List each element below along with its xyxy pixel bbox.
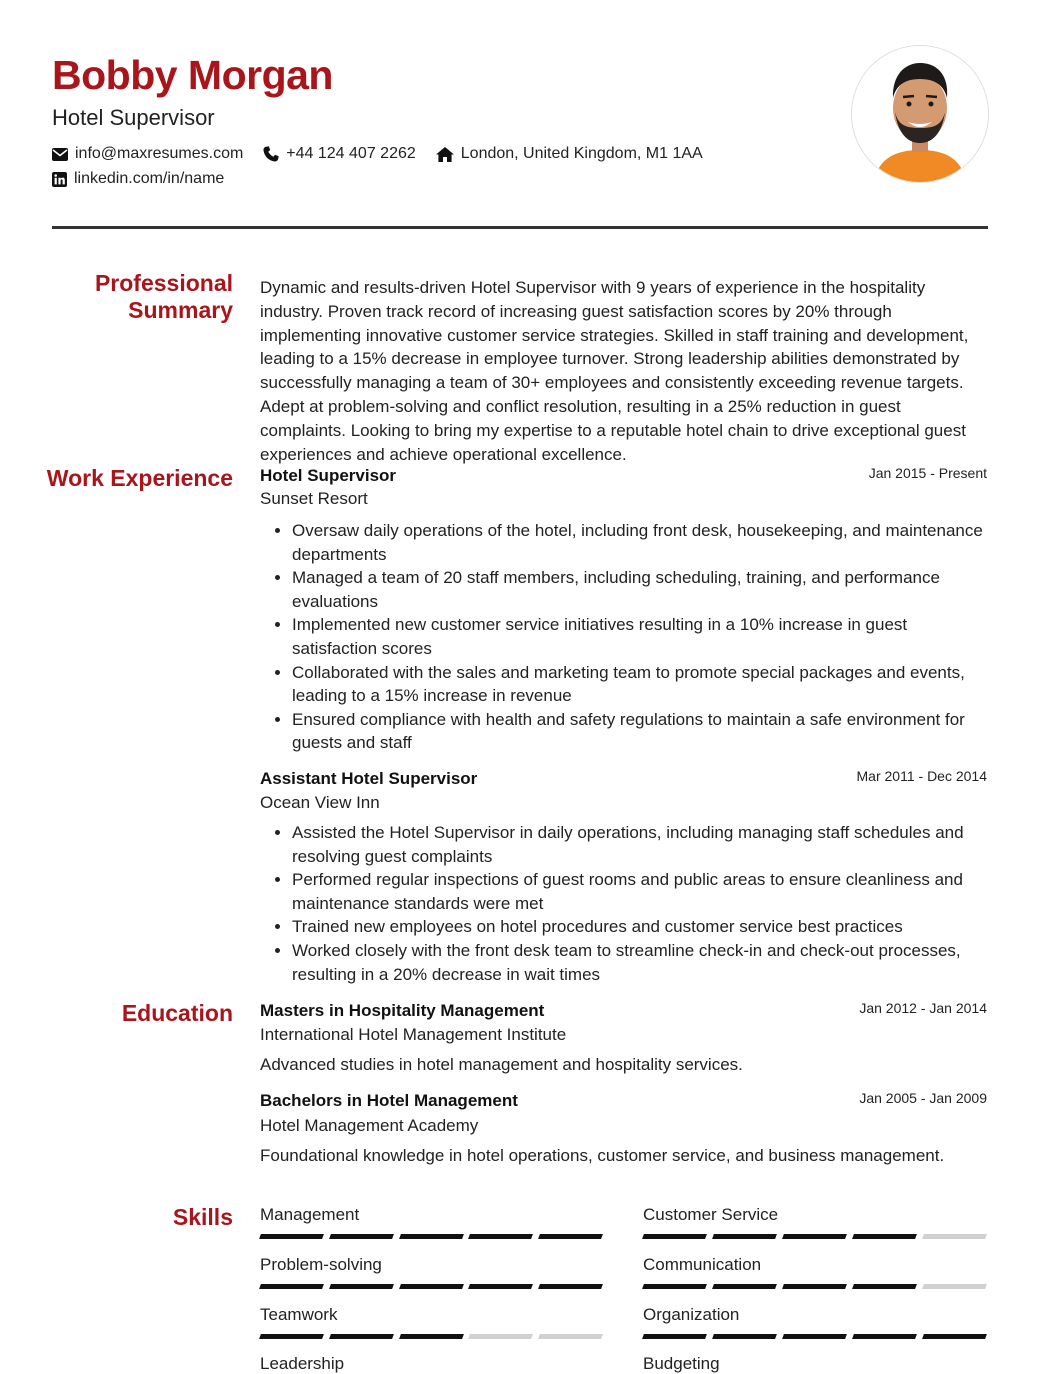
- skill-level-segment: [782, 1334, 847, 1339]
- location-text: London, United Kingdom, M1 1AA: [460, 145, 703, 162]
- skill-level-bar: [260, 1284, 602, 1289]
- job-bullet: • Assisted the Hotel Supervisor in daily operations, including managing staff schedules and resolving guest complaints: [292, 821, 988, 868]
- candidate-name: Bobby Morgan: [52, 52, 333, 98]
- degree-title: Masters in Hospitality Management: [260, 1001, 545, 1020]
- job-bullet: • Collaborated with the sales and marketing team to promote special packages and events, leading to a 15% increase in revenue: [292, 661, 988, 708]
- skill-level-segment: [538, 1284, 603, 1289]
- contact-phone[interactable]: [263, 145, 415, 163]
- linkedin-text: linkedin.com/in/name: [74, 170, 225, 187]
- skill-level-segment: [399, 1334, 464, 1339]
- skill-level-segment: [329, 1234, 394, 1239]
- skill-level-segment: [538, 1334, 603, 1339]
- skill-level-segment: [852, 1334, 917, 1339]
- skill-level-segment: [922, 1284, 987, 1289]
- skill-level-segment: [852, 1234, 917, 1239]
- skill-level-segment: [259, 1234, 324, 1239]
- skill-level-segment: [642, 1334, 707, 1339]
- phone-icon: [263, 146, 279, 162]
- job-bullets: [260, 821, 988, 986]
- skill-name: Budgeting: [643, 1354, 720, 1373]
- skill-name: Leadership: [260, 1354, 345, 1373]
- contact-row: [52, 145, 723, 163]
- envelope-icon: [52, 148, 68, 161]
- section-title-work: Work Experience: [46, 465, 233, 491]
- job-title: Hotel Supervisor: [260, 466, 397, 485]
- job-bullet: • Managed a team of 20 staff members, including scheduling, training, and performance evaluations: [292, 566, 988, 613]
- job-dates: Mar 2011 - Dec 2014: [856, 768, 987, 784]
- skill-name: Organization: [643, 1305, 740, 1324]
- contact-row-2: [52, 170, 244, 188]
- skill-level-segment: [468, 1234, 533, 1239]
- home-icon: [436, 147, 454, 162]
- contact-linkedin[interactable]: [52, 170, 224, 188]
- skill-level-segment: [259, 1334, 324, 1339]
- skill-name: Communication: [643, 1255, 762, 1274]
- job-bullet: • Ensured compliance with health and safety regulations to maintain a safe environment for guests and staff: [292, 708, 988, 755]
- job-title: Assistant Hotel Supervisor: [260, 769, 478, 788]
- section-title-summary: Professional Summary: [94, 270, 233, 323]
- skill-level-segment: [468, 1284, 533, 1289]
- skill-level-segment: [922, 1234, 987, 1239]
- phone-text: +44 124 407 2262: [286, 145, 416, 162]
- degree-dates: Jan 2012 - Jan 2014: [859, 1000, 987, 1016]
- job-dates: Jan 2015 - Present: [868, 465, 987, 481]
- skill-level-segment: [468, 1334, 533, 1339]
- section-title-skills: Skills: [172, 1204, 233, 1230]
- job-bullet: • Trained new employees on hotel procedures and customer service best practices: [292, 915, 988, 939]
- job-company: Ocean View Inn: [260, 793, 380, 812]
- skill-level-segment: [399, 1284, 464, 1289]
- job-company: Sunset Resort: [260, 489, 368, 508]
- skill-level-segment: [712, 1284, 777, 1289]
- section-title-education: Education: [121, 1000, 233, 1026]
- job-bullets: [260, 519, 988, 755]
- linkedin-icon: [52, 172, 67, 187]
- skill-level-segment: [329, 1284, 394, 1289]
- email-text: info@maxresumes.com: [75, 145, 244, 162]
- skill-level-bar: [643, 1284, 986, 1289]
- skill-level-segment: [922, 1334, 987, 1339]
- skill-name: Management: [260, 1205, 360, 1224]
- degree-description: Advanced studies in hotel management and hospitality services.: [260, 1055, 743, 1074]
- skill-level-segment: [782, 1234, 847, 1239]
- job-bullet: • Oversaw daily operations of the hotel, including front desk, housekeeping, and maintenance departments: [292, 519, 988, 566]
- skill-level-segment: [642, 1284, 707, 1289]
- skill-level-segment: [712, 1234, 777, 1239]
- header-divider: [52, 226, 988, 229]
- skill-level-segment: [538, 1234, 603, 1239]
- job-bullet: • Implemented new customer service initiatives resulting in a 10% increase in guest satisfaction scores: [292, 613, 988, 660]
- skill-name: Problem-solving: [260, 1255, 382, 1274]
- degree-dates: Jan 2005 - Jan 2009: [859, 1090, 987, 1106]
- skill-level-bar: [260, 1234, 602, 1239]
- summary-text: Dynamic and results-driven Hotel Supervisor with 9 years of experience in the hospitality industry. Proven track record of increasing guest satisfaction scores by 20% through implementing innovative customer service strategies. Skilled in staff training and development, leading to a 15% decrease in employee turnover. Strong leadership abilities demonstrated by successfully managing a team of 30+ employees and consistently exceeding revenue targets. Adept at problem-solving and conflict resolution, resulting in a 25% reduction in guest complaints. Looking to bring my expertise to a reputable hotel chain to drive exceptional guest experiences and achieve operational excellence.: [260, 278, 969, 464]
- skill-level-segment: [642, 1234, 707, 1239]
- skill-level-bar: [643, 1334, 986, 1339]
- skill-level-segment: [782, 1284, 847, 1289]
- skill-level-segment: [712, 1334, 777, 1339]
- profile-photo: [851, 45, 989, 183]
- contact-location: [436, 145, 703, 163]
- contact-email[interactable]: [52, 145, 243, 163]
- skill-level-bar: [643, 1234, 986, 1239]
- skill-level-segment: [259, 1284, 324, 1289]
- skill-level-segment: [399, 1234, 464, 1239]
- candidate-title: Hotel Supervisor: [52, 105, 215, 130]
- skill-level-bar: [260, 1334, 602, 1339]
- job-bullet: • Performed regular inspections of guest rooms and public areas to ensure cleanliness and maintenance standards were met: [292, 868, 988, 915]
- skill-name: Customer Service: [643, 1205, 779, 1224]
- degree-school: International Hotel Management Institute: [260, 1025, 567, 1044]
- degree-title: Bachelors in Hotel Management: [260, 1091, 518, 1110]
- job-bullet: • Worked closely with the front desk team to streamline check-in and check-out processes, resulting in a 20% decrease in wait times: [292, 939, 988, 986]
- skill-level-segment: [329, 1334, 394, 1339]
- skill-level-segment: [852, 1284, 917, 1289]
- degree-description: Foundational knowledge in hotel operations, customer service, and business management.: [260, 1146, 945, 1165]
- degree-school: Hotel Management Academy: [260, 1116, 479, 1135]
- skill-name: Teamwork: [260, 1305, 338, 1324]
